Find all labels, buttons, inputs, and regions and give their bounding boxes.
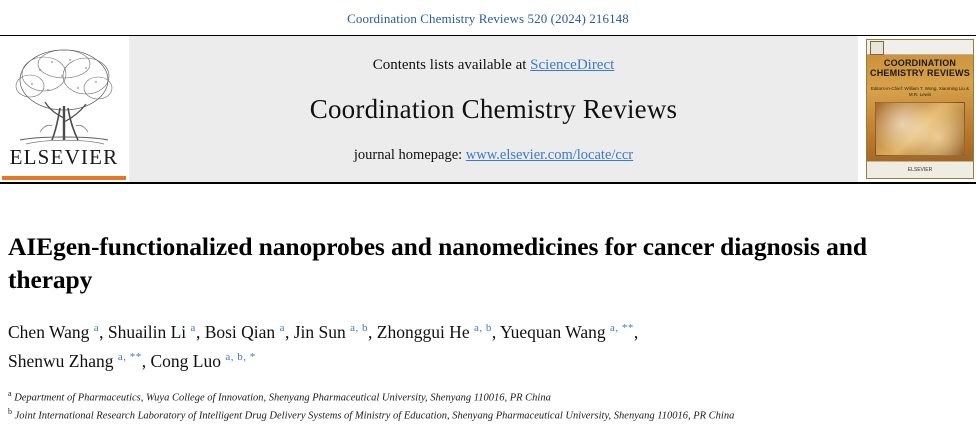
author-name: Shenwu Zhang xyxy=(8,350,118,371)
journal-cover-thumbnail xyxy=(858,36,976,182)
elsevier-wordmark: ELSEVIER xyxy=(2,145,126,180)
elsevier-tree-icon xyxy=(0,40,128,152)
journal-homepage-link[interactable]: www.elsevier.com/locate/ccr xyxy=(465,146,634,163)
author-name: Chen Wang xyxy=(8,322,94,343)
cover-image xyxy=(866,39,974,179)
author-affiliation-marker: a, b xyxy=(473,322,492,335)
journal-homepage-line xyxy=(354,147,633,164)
author-line-1 xyxy=(8,318,868,346)
affiliation-list xyxy=(8,388,908,423)
homepage-prefix-text: journal homepage: xyxy=(353,146,466,163)
cover-title: COORDINATION CHEMISTRY REVIEWS xyxy=(870,58,970,79)
author-separator: , xyxy=(141,350,151,371)
author-name: Cong Luo xyxy=(150,350,226,371)
journal-header-center xyxy=(129,36,858,182)
contents-prefix-text: Contents lists available at xyxy=(372,56,531,73)
journal-masthead xyxy=(0,35,976,184)
author-name: Shuailin Li xyxy=(107,322,191,343)
cover-artwork xyxy=(875,102,965,156)
author-name: Yuequan Wang xyxy=(499,322,611,343)
author-affiliation-marker: a xyxy=(279,322,285,335)
author-separator: , xyxy=(195,322,205,343)
affiliation-item xyxy=(8,406,908,424)
cover-top-bar xyxy=(867,40,973,55)
author-affiliation-marker: a, ** xyxy=(117,350,142,363)
cover-footer: ELSEVIER xyxy=(867,161,973,178)
author-line-2 xyxy=(8,347,868,375)
affiliation-marker: b xyxy=(8,406,12,416)
article-header xyxy=(0,231,976,423)
author-affiliation-marker: a, b xyxy=(350,322,368,335)
author-separator: , xyxy=(284,322,294,343)
author-affiliation-marker: a xyxy=(190,322,196,335)
article-title: AIEgen-functionalized nanoprobes and nanomedicines for cancer diagnosis and therapy xyxy=(8,232,867,294)
contents-available-line xyxy=(373,57,615,74)
affiliation-text: Joint International Research Laboratory of Intelligent Drug Delivery Systems of Ministry of Education, Shenyang Pharmaceutical University, Shenyang 110016, PR China xyxy=(12,410,735,422)
author-affiliation-marker: a, ** xyxy=(610,322,634,335)
running-head: Coordination Chemistry Reviews 520 (2024) 216148 xyxy=(347,11,629,26)
journal-title: Coordination Chemistry Reviews xyxy=(309,93,678,124)
author-list xyxy=(8,318,868,375)
elsevier-logo xyxy=(0,36,129,182)
author-separator: , xyxy=(491,322,500,343)
author-separator: , xyxy=(368,322,377,343)
author-separator: , xyxy=(633,322,639,343)
affiliation-item xyxy=(8,388,908,406)
author-affiliation-marker: a, b, * xyxy=(225,350,256,363)
sciencedirect-link[interactable]: ScienceDirect xyxy=(530,56,615,73)
author-name: Jin Sun xyxy=(293,322,351,343)
affiliation-text: Department of Pharmaceutics, Wuya College of Innovation, Shenyang Pharmaceutical University, Shenyang 110016, PR China xyxy=(11,392,551,404)
author-name: Zhonggui He xyxy=(376,322,474,343)
cover-elsevier-icon xyxy=(870,41,884,55)
author-separator: , xyxy=(99,322,108,343)
affiliation-marker: a xyxy=(8,388,12,398)
author-affiliation-marker: a xyxy=(93,322,100,335)
cover-subtitle: Editors-in-Chief: William T. Wong, Xiaoming Liu & M.R. Lewis xyxy=(870,86,970,98)
author-name: Bosi Qian xyxy=(204,322,280,343)
